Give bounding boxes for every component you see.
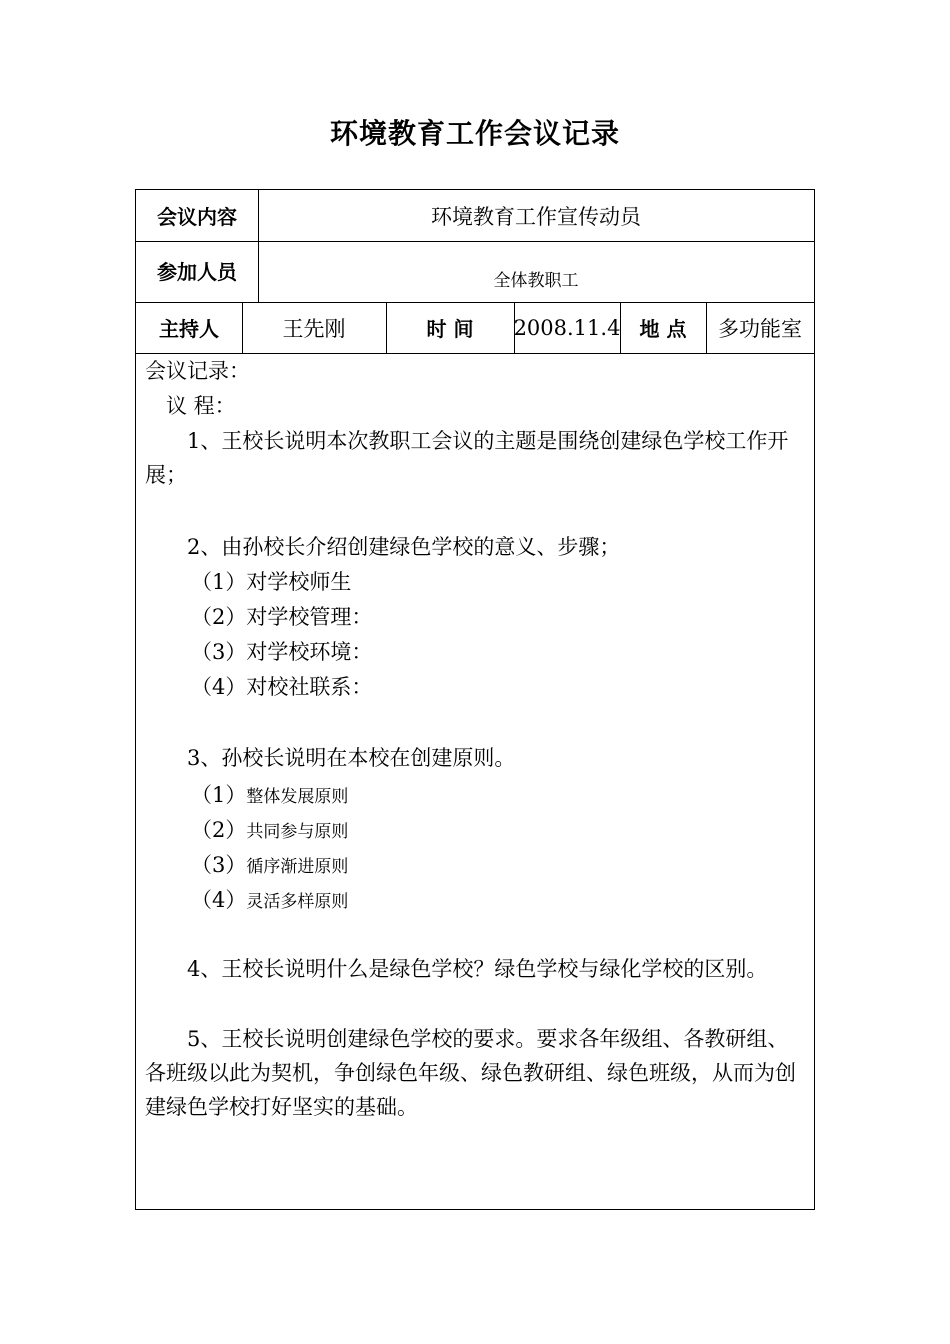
record-heading: 会议记录： <box>145 359 250 383</box>
content-value: 环境教育工作宣传动员 <box>431 204 641 229</box>
host-label: 主持人 <box>159 317 219 341</box>
host-value: 王先刚 <box>282 316 346 341</box>
agenda-item-2-sub: （4）对校社联系： <box>191 675 373 699</box>
agenda-heading: 议 程： <box>166 394 236 418</box>
time-value: 2008.11.4 <box>513 315 621 340</box>
agenda-item-4: 4、王校长说明什么是绿色学校？绿色学校与绿化学校的区别。 <box>187 957 768 981</box>
agenda-item-2-sub: （3）对学校环境： <box>191 640 373 664</box>
page-title: 环境教育工作会议记录 <box>329 117 620 150</box>
time-label: 时 间 <box>426 317 474 341</box>
agenda-item-2-sub: （1）对学校师生 <box>191 570 352 594</box>
attendees-label: 参加人员 <box>157 259 237 284</box>
agenda-item-2-sub: （2）对学校管理： <box>191 605 373 629</box>
attendees-value: 全体教职工 <box>493 271 579 291</box>
agenda-item-3-sub: （3）循序渐进原则 <box>191 853 349 877</box>
meeting-record-table <box>135 189 815 1210</box>
agenda-item-3-sub: （1）整体发展原则 <box>191 783 349 807</box>
agenda-item-3: 3、孙校长说明在本校在创建原则。 <box>187 746 516 770</box>
agenda-item-5: 5、王校长说明创建绿色学校的要求。要求各年级组、各教研组、各班级以此为契机，争创绿色年级、绿色教研组、绿色班级，从而为创建绿色学校打好坚实的基础。 <box>145 1027 796 1119</box>
place-label: 地 点 <box>639 317 687 341</box>
agenda-item-3-sub: （2）共同参与原则 <box>191 818 349 842</box>
agenda-item-2: 2、由孙校长介绍创建绿色学校的意义、步骤； <box>187 535 621 559</box>
agenda-item-1: 1、王校长说明本次教职工会议的主题是围绕创建绿色学校工作开展； <box>145 429 789 487</box>
place-value: 多功能室 <box>718 316 802 341</box>
content-label: 会议内容 <box>157 205 237 229</box>
agenda-item-3-sub: （4）灵活多样原则 <box>191 888 349 912</box>
